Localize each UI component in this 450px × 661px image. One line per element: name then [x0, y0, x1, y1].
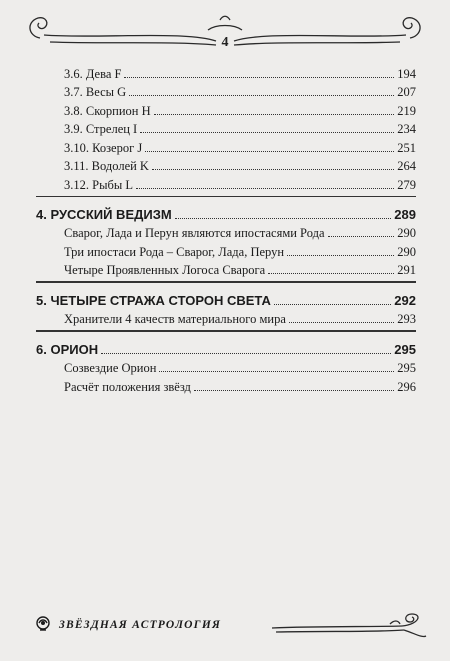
toc-entry-3-9[interactable]	[36, 118, 416, 137]
leader-dots	[287, 255, 394, 256]
leader-dots	[145, 151, 394, 152]
toc-entry-label: 3.8. Скорпион H	[64, 103, 151, 118]
toc-entry-page: 251	[397, 140, 416, 155]
chapter-title: 5. ЧЕТЫРЕ СТРАЖА СТОРОН СВЕТА	[36, 292, 271, 308]
leader-dots	[140, 132, 394, 133]
chapter-title: 6. ОРИОН	[36, 341, 99, 357]
toc-entry-label: 3.6. Дева F	[64, 66, 122, 81]
toc-entry-3-11[interactable]	[36, 155, 416, 174]
toc-entry-3-8[interactable]	[36, 99, 416, 118]
section-divider	[36, 281, 416, 282]
toc-chapter-5[interactable]	[36, 289, 416, 308]
toc-entry-3-6[interactable]	[36, 62, 416, 81]
leader-dots	[268, 273, 394, 274]
leader-dots	[194, 390, 394, 391]
chapter-title: 4. РУССКИЙ ВЕДИЗМ	[36, 206, 172, 222]
toc-entry-label: Три ипостаси Рода – Сварог, Лада, Перун	[64, 244, 285, 259]
leader-dots	[175, 218, 392, 219]
toc-entry-page: 264	[397, 159, 416, 173]
toc-entry-3-10[interactable]	[36, 136, 416, 155]
leader-dots	[274, 304, 391, 305]
leader-dots	[328, 236, 395, 237]
toc-entry-label: Расчёт положения звёзд	[64, 379, 191, 394]
toc-entry-page: 291	[397, 263, 416, 278]
leader-dots	[101, 353, 391, 354]
toc-entry-label: 3.7. Весы G	[64, 85, 127, 99]
section-divider	[36, 196, 416, 197]
toc-entry-page: 296	[397, 379, 416, 394]
toc-entry-page: 290	[397, 244, 416, 259]
page-number: 4	[221, 35, 229, 50]
toc-entry-label: Созвездие Орион	[64, 361, 157, 376]
toc-entry-label: Четыре Проявленных Логоса Сварога	[64, 263, 266, 278]
toc-entry-page: 295	[397, 361, 416, 376]
toc-entry[interactable]	[36, 308, 416, 327]
leader-dots	[136, 188, 394, 189]
toc-entry-3-7[interactable]	[36, 81, 416, 100]
toc-entry-page: 219	[397, 103, 416, 118]
toc-entry[interactable]	[36, 222, 416, 241]
toc-chapter-4[interactable]	[36, 203, 416, 222]
toc-entry[interactable]	[36, 375, 416, 394]
toc-entry[interactable]	[36, 357, 416, 376]
toc-entry[interactable]	[36, 240, 416, 259]
footer-ornament-icon	[270, 610, 428, 640]
chapter-page: 289	[394, 206, 416, 222]
leader-dots	[154, 114, 395, 115]
leader-dots	[129, 95, 394, 96]
toc-chapter-6[interactable]	[36, 338, 416, 357]
toc-entry-page: 234	[397, 122, 416, 136]
footer-book-title: ЗВЁЗДНАЯ АСТРОЛОГИЯ	[59, 619, 222, 631]
book-logo-icon	[35, 615, 51, 633]
toc-entry-label: 3.11. Водолей K	[64, 159, 149, 173]
toc-entry-3-12[interactable]	[36, 173, 416, 192]
leader-dots	[152, 169, 394, 170]
chapter-page: 292	[394, 292, 416, 308]
table-of-contents	[36, 62, 416, 394]
toc-entry-page: 293	[397, 312, 416, 327]
leader-dots	[159, 371, 394, 372]
toc-entry-page: 194	[397, 66, 416, 81]
toc-entry[interactable]	[36, 259, 416, 278]
toc-entry-page: 207	[397, 85, 416, 99]
toc-entry-label: Хранители 4 качеств материального мира	[64, 312, 286, 327]
toc-entry-label: 3.10. Козерог J	[64, 140, 143, 155]
chapter-page: 295	[394, 341, 416, 357]
section-divider	[36, 330, 416, 331]
toc-entry-label: Сварог, Лада и Перун являются ипостасями Рода	[64, 226, 325, 241]
toc-entry-page: 290	[397, 226, 416, 241]
toc-entry-label: 3.9. Стрелец I	[64, 122, 138, 136]
leader-dots	[124, 77, 394, 78]
toc-entry-label: 3.12. Рыбы L	[64, 177, 133, 192]
leader-dots	[289, 322, 394, 323]
toc-entry-page: 279	[397, 177, 416, 192]
